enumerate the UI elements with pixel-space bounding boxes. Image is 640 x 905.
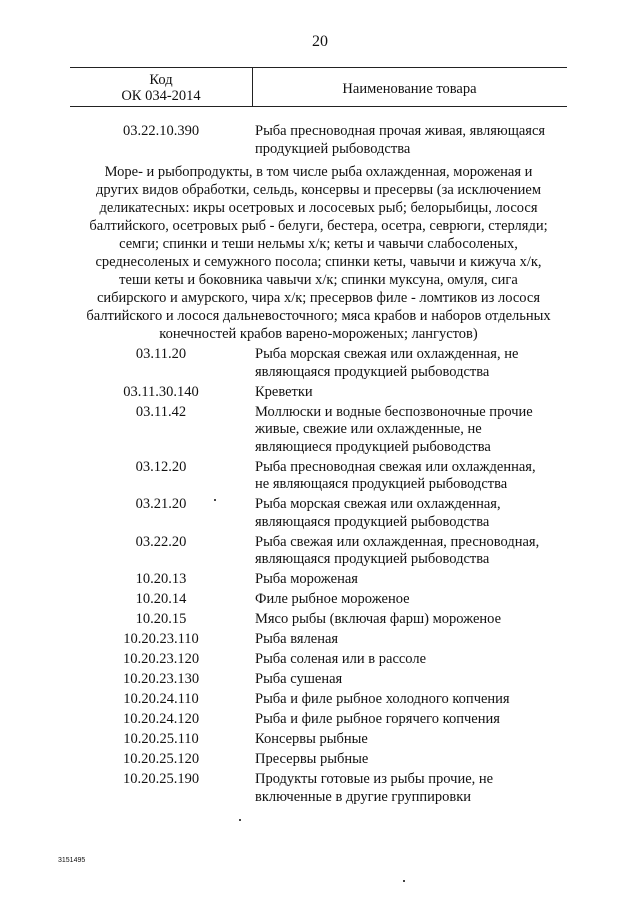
row-name-line: Рыба пресноводная прочая живая, являющаяся [255,123,546,139]
row-name-line: Рыба и филе рыбное горячего копчения [255,711,500,727]
row-name-line: живые, свежие или охлажденные, не [255,421,482,437]
row-code: 03.11.42 [135,403,187,420]
scan-speck [403,880,405,882]
row-code: 03.12.20 [135,458,187,475]
table-row [70,496,567,531]
row-name [252,731,565,749]
row-code: 03.21.20 [135,496,187,512]
group-heading-line: среднесоленых и семужного посола; спинки кеты, чавычи и кижуча х/к, [95,254,542,270]
row-name-line: Консервы рыбные [255,731,368,747]
row-name-line: включенные в другие группировки [255,788,472,805]
table-row [70,711,567,729]
table-row [70,611,567,629]
row-name-line: Продукты готовые из рыбы прочие, не [255,771,494,787]
row-name-line: Филе рыбное мороженое [255,591,410,607]
row-code: 10.20.15 [135,611,187,627]
group-heading-line: балтийского и лосося дальневосточного; мяса крабов и наборов отдельных [86,308,551,324]
group-heading-line: Море- и рыбопродукты, в том числе рыба охлажденная, мороженая и [104,164,533,180]
row-code: 03.22.10.390 [122,123,200,139]
table-row [70,591,567,609]
row-name-line: Рыба вяленая [255,631,339,647]
row-name [252,384,565,402]
row-name [252,751,565,769]
table-row [70,651,567,669]
table-row [70,384,567,402]
row-name-line: Рыба свежая или охлажденная, пресноводная, [255,533,540,550]
row-name-line: являющаяся продукцией рыбоводства [255,363,490,380]
row-name-line: Пресервы рыбные [255,751,369,767]
document-footer-code: 3151495 [58,857,86,864]
row-code: 03.22.20 [135,533,187,550]
row-name-line: не являющаяся продукцией рыбоводства [255,476,508,492]
page-number: 20 [312,33,328,50]
row-name-line: являющиеся продукцией рыбоводства [255,438,491,455]
row-name [252,123,565,158]
row-code: 10.20.25.190 [122,771,200,787]
row-code: 03.11.30.140 [123,383,199,400]
row-name [252,404,565,457]
goods-table [70,67,567,805]
row-code: 10.20.25.110 [123,731,199,747]
row-name-line: продукцией рыбоводства [255,140,411,157]
row-name-line: Рыба морская свежая или охлажденная, [255,496,501,512]
table-row [70,346,567,381]
row-name-line: Моллюски и водные беспозвоночные прочие [255,403,533,420]
group-heading-line: теши кеты и боковника чавычи х/к; спинки муксуна, омуля, сига [119,272,518,288]
row-name [252,651,565,669]
table-row [70,571,567,589]
row-name-line: Рыба соленая или в рассоле [255,651,427,667]
row-name-line: Рыба морская свежая или охлажденная, не [255,346,519,362]
row-name [252,671,565,689]
header-name-label: Наименование товара [342,81,477,97]
row-name-line: являющаяся продукцией рыбоводства [255,513,490,530]
table-row [70,771,567,806]
table-row [70,731,567,749]
row-name [252,496,565,531]
row-code: 10.20.23.130 [122,671,200,687]
group-heading-line: конечностей крабов варено-мороженых; лангустов) [159,326,478,342]
row-name-line: Рыба и филе рыбное холодного копчения [255,691,510,707]
table-header [70,67,567,107]
row-name-line: Рыба мороженая [255,571,358,587]
row-name [252,459,565,494]
row-name [252,571,565,589]
row-name [252,631,565,649]
row-code: 10.20.23.110 [123,631,199,647]
header-code-label: Код [149,72,173,88]
group-heading [70,163,567,343]
row-name [252,346,565,381]
group-heading-line: других видов обработки, сельдь, консервы и пресервы (за исключением [95,182,542,198]
row-name [252,611,565,629]
row-code: 10.20.24.110 [123,691,199,707]
row-name [252,591,565,609]
row-name [252,534,565,569]
row-name [252,771,565,806]
item-rows [70,346,567,806]
row-code: 10.20.13 [135,571,187,587]
table-row [70,631,567,649]
group-heading-line: балтийского, осетровых рыб - белуги, бестера, осетра, севрюги, стерляди; [89,218,548,234]
table-row [70,691,567,709]
table-row [70,404,567,457]
row-name-line: Креветки [255,383,313,400]
scan-speck [214,499,216,501]
row-code: 10.20.14 [135,591,187,607]
table-row [70,123,567,158]
row-name-line: Рыба пресноводная свежая или охлажденная, [255,458,536,475]
row-code: 03.11.20 [135,346,187,362]
group-heading-line: деликатесных: икры осетровых и лососевых рыб; белорыбицы, лосося [99,200,538,216]
table-row [70,751,567,769]
group-heading-line: семги; спинки и теши нельмы х/к; кеты и чавычи слабосоленых, [119,236,518,252]
table-row [70,671,567,689]
row-name-line: являющаяся продукцией рыбоводства [255,551,490,567]
header-code-cell [70,72,252,104]
row-code: 10.20.23.120 [122,651,200,667]
row-code: 10.20.24.120 [122,711,200,727]
header-classifier-label: ОК 034-2014 [121,88,201,104]
group-heading-line: сибирского и амурского, чира х/к; пресервов филе - ломтиков из лосося [96,290,541,306]
row-code: 10.20.25.120 [122,751,200,767]
row-name-line: Рыба сушеная [255,671,343,687]
table-row [70,459,567,494]
table-row [70,534,567,569]
table-body [70,123,567,806]
scan-speck [239,819,241,821]
row-name [252,691,565,709]
row-name [252,711,565,729]
row-name-line: Мясо рыбы (включая фарш) мороженое [255,611,502,627]
